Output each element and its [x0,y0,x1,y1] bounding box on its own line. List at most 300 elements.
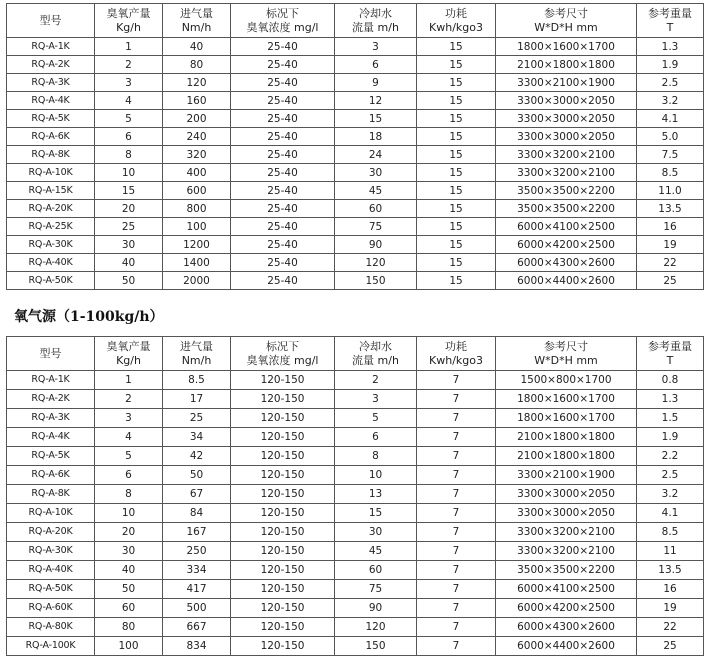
cell-power: 15 [417,236,496,254]
cell-model: RQ-A-10K [7,504,95,523]
cell-output: 10 [95,164,163,182]
table-row [7,110,704,128]
cell-model: RQ-A-5K [7,110,95,128]
cell-conc: 25-40 [231,110,335,128]
cell-size: 3300×3200×2100 [496,146,637,164]
cell-weight: 8.5 [637,523,704,542]
cell-model: RQ-A-2K [7,390,95,409]
cell-weight: 0.8 [637,371,704,390]
cell-size: 6000×4200×2500 [496,236,637,254]
cell-model: RQ-A-3K [7,409,95,428]
cell-weight: 2.5 [637,74,704,92]
header-line: 标况下 [266,339,299,353]
cell-output: 8 [95,485,163,504]
header-line: T [666,20,674,34]
header-line: T [666,353,674,367]
header-cell-output [95,4,163,38]
header-row [7,337,704,371]
cell-power: 7 [417,599,496,618]
header-line: 功耗 [445,339,467,353]
table-row [7,38,704,56]
cell-output: 50 [95,272,163,290]
cell-water: 45 [335,182,417,200]
cell-conc: 120-150 [231,447,335,466]
cell-model: RQ-A-80K [7,618,95,637]
cell-conc: 25-40 [231,254,335,272]
cell-conc: 25-40 [231,236,335,254]
cell-output: 1 [95,371,163,390]
cell-conc: 120-150 [231,466,335,485]
table-row [7,92,704,110]
header-line: Kg/h [116,353,141,367]
cell-size: 2100×1800×1800 [496,447,637,466]
cell-weight: 22 [637,254,704,272]
cell-conc: 25-40 [231,38,335,56]
cell-power: 7 [417,409,496,428]
header-cell-power [417,337,496,371]
header-cell-weight [637,337,704,371]
table-row [7,637,704,656]
table-row [7,146,704,164]
cell-water: 15 [335,110,417,128]
cell-conc: 25-40 [231,218,335,236]
cell-water: 60 [335,561,417,580]
cell-weight: 13.5 [637,200,704,218]
cell-power: 15 [417,272,496,290]
cell-gas: 100 [163,218,231,236]
header-line: 参考重量 [648,6,692,20]
cell-weight: 16 [637,218,704,236]
cell-model: RQ-A-60K [7,599,95,618]
cell-weight: 1.3 [637,38,704,56]
header-cell-conc [231,4,335,38]
cell-gas: 17 [163,390,231,409]
cell-power: 7 [417,637,496,656]
cell-size: 3300×2100×1900 [496,466,637,485]
table-row [7,523,704,542]
cell-water: 5 [335,409,417,428]
cell-power: 15 [417,146,496,164]
cell-size: 3300×2100×1900 [496,74,637,92]
cell-weight: 19 [637,599,704,618]
cell-conc: 25-40 [231,200,335,218]
header-line: 冷却水 [359,339,392,353]
cell-power: 7 [417,447,496,466]
cell-conc: 120-150 [231,542,335,561]
cell-size: 6000×4300×2600 [496,618,637,637]
table-row [7,542,704,561]
cell-conc: 120-150 [231,580,335,599]
cell-size: 3300×3000×2050 [496,485,637,504]
cell-model: RQ-A-30K [7,236,95,254]
cell-output: 40 [95,254,163,272]
cell-output: 30 [95,236,163,254]
cell-conc: 25-40 [231,272,335,290]
cell-output: 2 [95,390,163,409]
spec-table-oxygen-source [6,336,704,656]
cell-output: 1 [95,38,163,56]
cell-conc: 120-150 [231,523,335,542]
cell-gas: 8.5 [163,371,231,390]
cell-weight: 1.9 [637,56,704,74]
cell-gas: 50 [163,466,231,485]
table-row [7,618,704,637]
table-row [7,254,704,272]
cell-water: 75 [335,218,417,236]
cell-power: 7 [417,580,496,599]
cell-conc: 120-150 [231,390,335,409]
cell-output: 4 [95,92,163,110]
cell-model: RQ-A-6K [7,128,95,146]
cell-model: RQ-A-2K [7,56,95,74]
cell-size: 6000×4100×2500 [496,580,637,599]
table-row [7,371,704,390]
header-cell-power [417,4,496,38]
cell-power: 15 [417,110,496,128]
header-line: Kwh/kgo3 [429,353,483,367]
cell-size: 3500×3500×2200 [496,200,637,218]
cell-model: RQ-A-1K [7,38,95,56]
cell-weight: 4.1 [637,110,704,128]
table-row [7,182,704,200]
cell-gas: 1400 [163,254,231,272]
cell-conc: 120-150 [231,485,335,504]
cell-water: 150 [335,272,417,290]
cell-output: 80 [95,618,163,637]
header-line: 功耗 [445,6,467,20]
cell-gas: 40 [163,38,231,56]
cell-model: RQ-A-8K [7,146,95,164]
cell-water: 6 [335,56,417,74]
cell-power: 7 [417,618,496,637]
table-row [7,390,704,409]
cell-power: 7 [417,390,496,409]
header-line: 标况下 [266,6,299,20]
cell-output: 30 [95,542,163,561]
cell-size: 3300×3200×2100 [496,523,637,542]
cell-power: 7 [417,428,496,447]
cell-gas: 320 [163,146,231,164]
cell-weight: 3.2 [637,92,704,110]
cell-weight: 11 [637,542,704,561]
cell-gas: 250 [163,542,231,561]
cell-gas: 84 [163,504,231,523]
cell-model: RQ-A-30K [7,542,95,561]
header-line: 参考尺寸 [544,6,588,20]
header-line: Kwh/kgo3 [429,20,483,34]
cell-output: 15 [95,182,163,200]
cell-water: 60 [335,200,417,218]
cell-gas: 1200 [163,236,231,254]
cell-power: 7 [417,485,496,504]
cell-size: 3300×3000×2050 [496,504,637,523]
cell-output: 5 [95,110,163,128]
table-row [7,272,704,290]
cell-size: 2100×1800×1800 [496,56,637,74]
table-row [7,580,704,599]
cell-conc: 120-150 [231,409,335,428]
cell-weight: 5.0 [637,128,704,146]
cell-water: 13 [335,485,417,504]
section-title: 氧气源（1-100kg/h） [14,309,164,325]
cell-weight: 16 [637,580,704,599]
table-row [7,599,704,618]
cell-conc: 120-150 [231,561,335,580]
cell-size: 3300×3000×2050 [496,92,637,110]
header-line: 进气量 [180,6,213,20]
table-row [7,218,704,236]
cell-power: 7 [417,466,496,485]
header-cell-water [335,337,417,371]
cell-output: 50 [95,580,163,599]
cell-size: 3300×3000×2050 [496,110,637,128]
cell-output: 40 [95,561,163,580]
cell-weight: 22 [637,618,704,637]
cell-output: 3 [95,74,163,92]
cell-gas: 834 [163,637,231,656]
cell-power: 7 [417,542,496,561]
header-cell-gas [163,337,231,371]
cell-weight: 25 [637,637,704,656]
cell-weight: 25 [637,272,704,290]
cell-conc: 25-40 [231,164,335,182]
cell-gas: 34 [163,428,231,447]
header-line: 臭氧浓度 mg/l [246,20,319,34]
cell-output: 4 [95,428,163,447]
cell-conc: 120-150 [231,371,335,390]
cell-water: 9 [335,74,417,92]
header-line: 进气量 [180,339,213,353]
cell-conc: 25-40 [231,146,335,164]
cell-size: 3300×3200×2100 [496,542,637,561]
header-cell-output [95,337,163,371]
cell-weight: 19 [637,236,704,254]
cell-water: 3 [335,390,417,409]
cell-gas: 2000 [163,272,231,290]
table-row [7,447,704,466]
cell-power: 15 [417,92,496,110]
cell-size: 1800×1600×1700 [496,409,637,428]
cell-gas: 167 [163,523,231,542]
cell-weight: 7.5 [637,146,704,164]
header-cell-gas [163,4,231,38]
cell-water: 75 [335,580,417,599]
cell-power: 15 [417,74,496,92]
header-cell-size [496,4,637,38]
cell-output: 6 [95,466,163,485]
table-row [7,128,704,146]
cell-water: 10 [335,466,417,485]
cell-output: 2 [95,56,163,74]
cell-water: 2 [335,371,417,390]
table-row [7,74,704,92]
cell-weight: 1.3 [637,390,704,409]
cell-weight: 4.1 [637,504,704,523]
header-cell-model: 型号 [7,337,95,371]
cell-water: 18 [335,128,417,146]
cell-water: 90 [335,236,417,254]
header-line: 参考尺寸 [544,339,588,353]
cell-power: 15 [417,38,496,56]
cell-water: 12 [335,92,417,110]
cell-output: 60 [95,599,163,618]
cell-weight: 2.5 [637,466,704,485]
cell-gas: 417 [163,580,231,599]
header-cell-water [335,4,417,38]
cell-gas: 500 [163,599,231,618]
cell-power: 15 [417,128,496,146]
table-row [7,200,704,218]
cell-output: 8 [95,146,163,164]
cell-water: 120 [335,618,417,637]
cell-water: 30 [335,164,417,182]
cell-output: 20 [95,200,163,218]
header-line: Nm/h [181,20,212,34]
cell-water: 90 [335,599,417,618]
cell-weight: 8.5 [637,164,704,182]
cell-gas: 160 [163,92,231,110]
cell-size: 3500×3500×2200 [496,182,637,200]
table-row [7,466,704,485]
cell-model: RQ-A-10K [7,164,95,182]
cell-conc: 25-40 [231,92,335,110]
table-body [7,337,704,656]
table-row [7,164,704,182]
cell-power: 7 [417,561,496,580]
header-cell-size [496,337,637,371]
cell-conc: 120-150 [231,599,335,618]
cell-power: 15 [417,182,496,200]
cell-size: 6000×4400×2600 [496,637,637,656]
cell-size: 1800×1600×1700 [496,390,637,409]
cell-gas: 200 [163,110,231,128]
cell-water: 15 [335,504,417,523]
cell-water: 30 [335,523,417,542]
cell-model: RQ-A-15K [7,182,95,200]
header-line: Kg/h [116,20,141,34]
cell-water: 120 [335,254,417,272]
cell-model: RQ-A-4K [7,92,95,110]
cell-gas: 600 [163,182,231,200]
header-line: 流量 m/h [352,20,399,34]
cell-output: 5 [95,447,163,466]
cell-power: 7 [417,523,496,542]
cell-size: 3500×3500×2200 [496,561,637,580]
table-row [7,485,704,504]
cell-power: 15 [417,218,496,236]
cell-size: 6000×4400×2600 [496,272,637,290]
cell-conc: 120-150 [231,428,335,447]
table-row [7,56,704,74]
cell-output: 6 [95,128,163,146]
cell-output: 20 [95,523,163,542]
cell-water: 45 [335,542,417,561]
cell-size: 6000×4100×2500 [496,218,637,236]
cell-model: RQ-A-6K [7,466,95,485]
cell-gas: 400 [163,164,231,182]
header-line: 臭氧产量 [106,339,151,353]
cell-weight: 3.2 [637,485,704,504]
cell-model: RQ-A-40K [7,254,95,272]
header-line: 参考重量 [648,339,692,353]
cell-weight: 13.5 [637,561,704,580]
cell-gas: 120 [163,74,231,92]
cell-output: 3 [95,409,163,428]
cell-model: RQ-A-40K [7,561,95,580]
cell-conc: 120-150 [231,637,335,656]
header-row [7,4,704,38]
cell-gas: 80 [163,56,231,74]
cell-model: RQ-A-1K [7,371,95,390]
header-line: Nm/h [181,353,212,367]
header-line: W*D*H mm [534,353,598,367]
cell-size: 6000×4300×2600 [496,254,637,272]
cell-model: RQ-A-5K [7,447,95,466]
cell-power: 7 [417,504,496,523]
cell-conc: 25-40 [231,128,335,146]
header-cell-weight [637,4,704,38]
cell-gas: 800 [163,200,231,218]
header-cell-model: 型号 [7,4,95,38]
header-line: 臭氧浓度 mg/l [246,353,319,367]
cell-model: RQ-A-4K [7,428,95,447]
cell-water: 6 [335,428,417,447]
cell-model: RQ-A-100K [7,637,95,656]
cell-size: 2100×1800×1800 [496,428,637,447]
cell-output: 10 [95,504,163,523]
cell-water: 8 [335,447,417,466]
cell-model: RQ-A-20K [7,200,95,218]
cell-size: 3300×3200×2100 [496,164,637,182]
cell-model: RQ-A-3K [7,74,95,92]
header-line: 流量 m/h [352,353,399,367]
table-row [7,409,704,428]
cell-size: 3300×3000×2050 [496,128,637,146]
cell-weight: 2.2 [637,447,704,466]
cell-size: 1800×1600×1700 [496,38,637,56]
table-row [7,561,704,580]
cell-conc: 120-150 [231,618,335,637]
header-cell-conc [231,337,335,371]
header-line: W*D*H mm [534,20,598,34]
cell-weight: 11.0 [637,182,704,200]
cell-weight: 1.5 [637,409,704,428]
header-line: 冷却水 [359,6,392,20]
cell-conc: 25-40 [231,182,335,200]
cell-conc: 25-40 [231,56,335,74]
cell-size: 1500×800×1700 [496,371,637,390]
cell-power: 15 [417,56,496,74]
cell-water: 150 [335,637,417,656]
cell-size: 6000×4200×2500 [496,599,637,618]
cell-conc: 25-40 [231,74,335,92]
cell-power: 15 [417,254,496,272]
cell-gas: 334 [163,561,231,580]
cell-output: 25 [95,218,163,236]
table-body [7,4,704,290]
cell-power: 15 [417,200,496,218]
cell-model: RQ-A-50K [7,580,95,599]
cell-power: 15 [417,164,496,182]
cell-weight: 1.9 [637,428,704,447]
spec-table-air-source [6,3,704,290]
cell-conc: 120-150 [231,504,335,523]
cell-gas: 42 [163,447,231,466]
cell-model: RQ-A-20K [7,523,95,542]
table-row [7,236,704,254]
cell-model: RQ-A-8K [7,485,95,504]
cell-water: 3 [335,38,417,56]
